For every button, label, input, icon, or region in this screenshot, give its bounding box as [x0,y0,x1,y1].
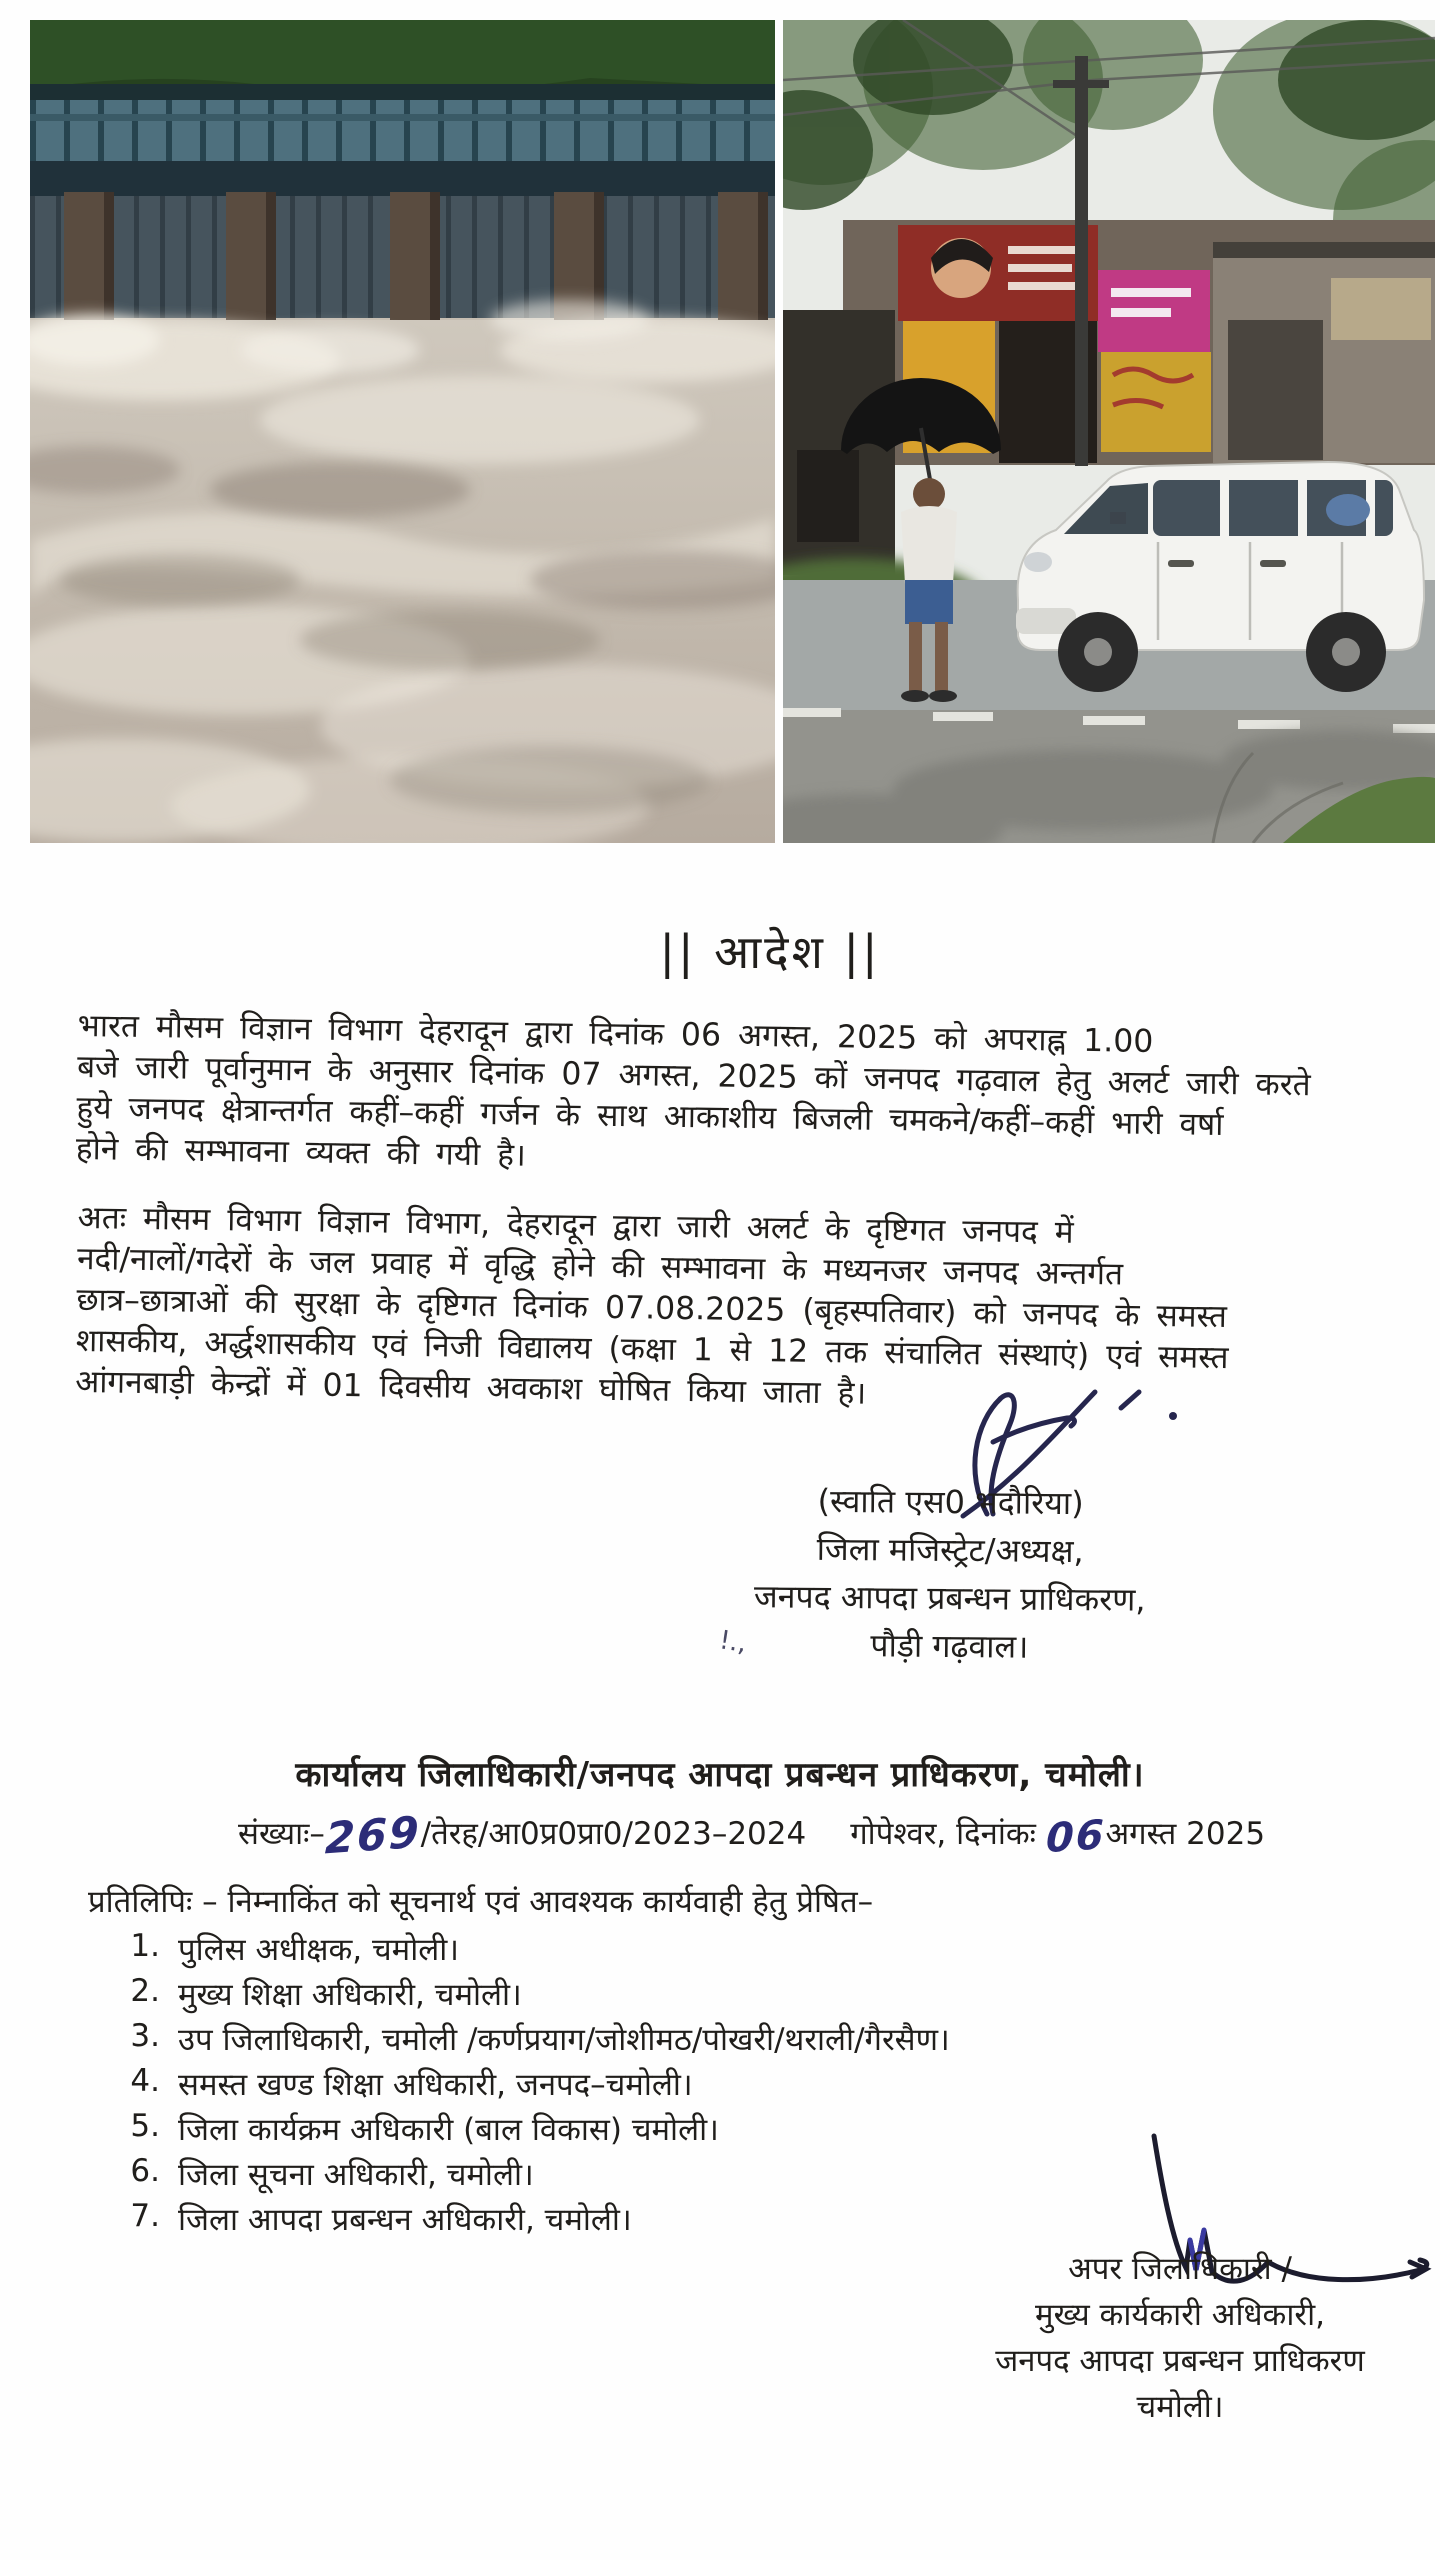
reference-number-line [238,1807,1266,1865]
street-photo-illustration [783,20,1435,843]
copy-item-text: मुख्य शिक्षा अधिकारी, चमोली। [178,1977,522,2013]
copy-item-text: समस्त खण्ड शिक्षा अधिकारी, जनपद–चमोली। [178,2067,693,2103]
dm-role-3: पौड़ी गढ़वाल। [870,1626,1029,1666]
adm-signature-block [930,2246,1430,2430]
order-text-line: भारत मौसम विज्ञान विभाग देहरादून द्वारा दिनांक 06 अगस्त, 2025 को अपराह्न 1.00 [77,1007,1154,1060]
copy-item-number: 6. [130,2153,160,2189]
copy-item-text: जिला आपदा प्रबन्धन अधिकारी, चमोली। [178,2202,632,2238]
copy-item-number: 4. [130,2063,160,2099]
order-text-line: शासकीय, अर्द्धशासकीय एवं निजी विद्यालय (कक्षा 1 से 12 तक संचालित संस्थाएं) एवं समस्त [75,1322,1229,1377]
copy-item-text: पुलिस अधीक्षक, चमोली। [178,1932,460,1968]
dm-role-2: जनपद आपदा प्रबन्धन प्राधिकरण, [753,1577,1146,1619]
dm-signature-block [689,1476,1211,1673]
order-paragraph-2 [75,1198,1440,1423]
ref-suffix: /तेरह/आ0प्र0प्रा0/2023–2024 [420,1816,807,1852]
copy-item-number: 3. [130,2018,160,2054]
copy-item [126,1973,950,2018]
copy-item [126,2018,950,2063]
copy-item-text: उप जिलाधिकारी, चमोली /कर्णप्रयाग/जोशीमठ/पोखरी/थराली/गैरसैण। [178,2022,950,2058]
copy-item-text: जिला सूचना अधिकारी, चमोली। [178,2157,534,2193]
adm-role-4: चमोली। [1136,2389,1224,2425]
order-text-line: हुये जनपद क्षेत्रान्तर्गत कहीं–कहीं गर्जन के साथ आकाशीय बिजली चमकने/कहीं–कहीं भारी वर्षा [76,1089,1224,1144]
pen-mark: !., [717,1625,749,1659]
ref-prefix: संख्याः– [238,1816,325,1852]
copy-item-number: 5. [130,2108,160,2144]
copy-item-number: 1. [130,1928,160,1964]
order-text-line: छात्र–छात्राओं की सुरक्षा के दृष्टिगत दिनांक 07.08.2025 (बृहस्पतिवार) को जनपद के समस्त [76,1281,1228,1336]
copy-item [126,2063,950,2108]
dm-name: (स्वाति एस0 भदौरिया) [817,1481,1084,1523]
flood-photo-illustration [30,20,775,843]
office-heading: कार्यालय जिलाधिकारी/जनपद आपदा प्रबन्धन प्राधिकरण, चमोली। [295,1755,1145,1795]
order-text-line: बजे जारी पूर्वानुमान के अनुसार दिनांक 07 अगस्त, 2025 कों जनपद गढ़वाल हेतु अलर्ट जारी करते [76,1048,1311,1104]
copy-item-number: 7. [130,2198,160,2234]
order-text-line: अतः मौसम विभाग विज्ञान विभाग, देहरादून द्वारा जारी अलर्ट के दृष्टिगत जनपद में [77,1199,1074,1251]
ref-number-handwritten: 269 [324,1807,422,1865]
copy-item [126,2108,950,2153]
street-photo [783,20,1435,843]
flood-photo [30,20,775,843]
adm-role-2: मुख्य कार्यकारी अधिकारी, [1035,2297,1325,2333]
photo-strip [30,20,1435,843]
copy-item-number: 2. [130,1973,160,2009]
order-title: || आदेश || [659,925,881,979]
adm-role-3: जनपद आपदा प्रबन्धन प्राधिकरण [995,2343,1365,2379]
order-text-line: होने की सम्भावना व्यक्त की गयी है। [75,1130,527,1174]
order-paragraph-1 [76,1006,1440,1190]
place-date-prefix: गोपेश्वर, दिनांकः [850,1816,1036,1852]
adm-role-1: अपर जिलाधिकारी / [1068,2251,1292,2287]
order-text-line: नदी/नालों/गदेरों के जल प्रवाह में वृद्धि होने की सम्भावना के मध्यनजर जनपद अन्तर्गत [76,1240,1124,1293]
copy-item [126,2198,950,2243]
date-suffix: अगस्त 2025 [1105,1816,1266,1852]
copy-item [126,1928,950,1973]
copies-list [126,1928,950,2243]
copy-item-text: जिला कार्यक्रम अधिकारी (बाल विकास) चमोली। [178,2112,719,2148]
copies-intro: प्रतिलिपिः – निम्नाकिंत को सूचनार्थ एवं आवश्यक कार्यवाही हेतु प्रेषित– [88,1884,874,1920]
dm-role-1: जिला मजिस्ट्रेट/अध्यक्ष, [816,1529,1084,1571]
date-handwritten: 06 [1045,1811,1107,1863]
copy-item [126,2153,950,2198]
order-text-line: आंगनबाड़ी केन्द्रों में 01 दिवसीय अवकाश घोषित किया जाता है। [75,1363,867,1412]
